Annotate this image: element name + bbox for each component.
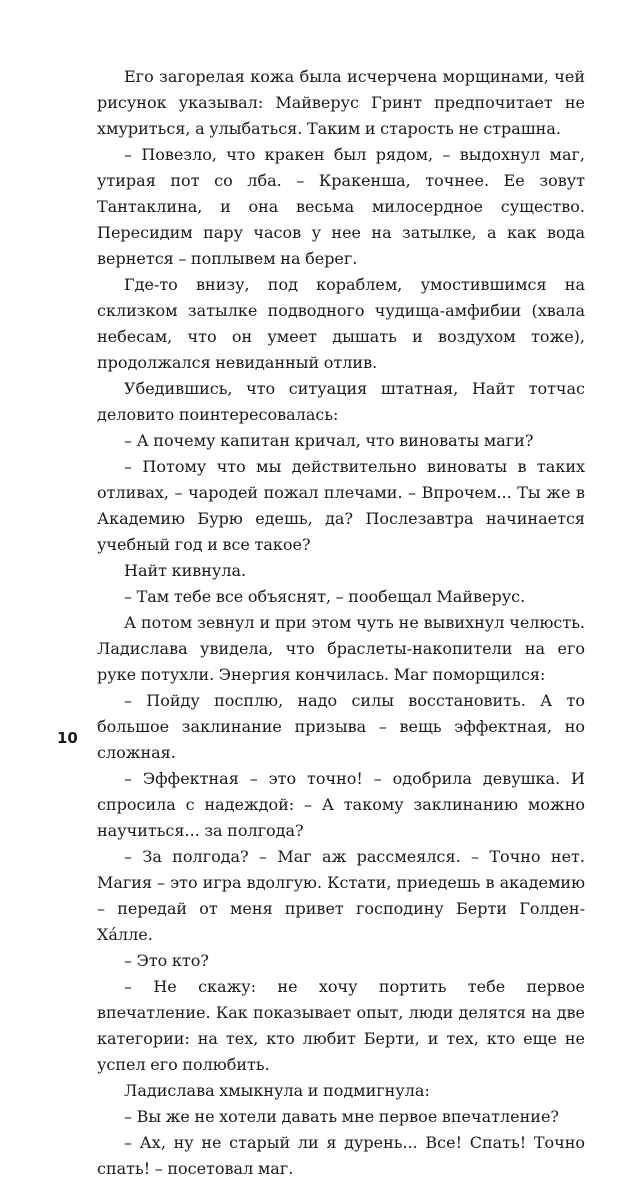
page-number: 10 <box>57 729 78 747</box>
paragraph: – Не скажу: не хочу портить тебе первое впечатление. Как показывает опыт, люди делятся на две категории: на тех, кто любит Берти, и тех, кто еще не успел его полюбить. <box>97 977 585 1074</box>
paragraph: Найт кивнула. <box>124 561 247 580</box>
paragraph: Убедившись, что ситуация штатная, Найт тотчас деловито поинтересовалась: <box>97 379 585 424</box>
paragraph: – Ах, ну не старый ли я дурень... Все! Спать! Точно спать! – посетовал маг. <box>97 1133 585 1178</box>
paragraph: – За полгода? – Маг аж рассмеялся. – Точно нет. Магия – это игра вдолгую. Кстати, приедешь в академию – передай от меня привет господину Берти Голден-Хáлле. <box>97 847 585 944</box>
paragraph: – А почему капитан кричал, что виноваты маги? <box>124 431 534 450</box>
paragraph: Где-то внизу, под кораблем, умостившимся на склизком затылке подводного чудища-амфибии (хвала небесам, что он умеет дышать и воздухом тоже), продолжался невиданный отлив. <box>97 275 585 372</box>
paragraph: – Это кто? <box>124 951 209 970</box>
paragraph: – Потому что мы действительно виноваты в таких отливах, – чародей пожал плечами. – Впрочем... Ты же в Академию Бурю едешь, да? Послезавтра начинается учебный год и все такое? <box>97 457 585 554</box>
paragraph: А потом зевнул и при этом чуть не вывихнул челюсть. Ладислава увидела, что браслеты-накопители на его руке потухли. Энергия кончилась. Маг поморщился: <box>97 613 585 684</box>
paragraph: Его загорелая кожа была исчерчена морщинами, чей рисунок указывал: Майверус Гринт предпочитает не хмуриться, а улыбаться. Таким и старость не страшна. <box>97 67 585 138</box>
paragraph: – Там тебе все объяснят, – пообещал Майверус. <box>124 587 526 606</box>
paragraph: – Повезло, что кракен был рядом, – выдохнул маг, утирая пот со лба. – Кракенша, точнее. Ее зовут Тантаклина, и она весьма милосердное существо. Пересидим пару часов у нее на затылке, а как вода вернется – поплывем на берег. <box>97 145 585 268</box>
paragraph: – Вы же не хотели давать мне первое впечатление? <box>124 1107 559 1126</box>
paragraph: – Эффектная – это точно! – одобрила девушка. И спросила с надеждой: – А такому заклинанию можно научиться... за полгода? <box>97 769 585 840</box>
paragraph: Ладислава хмыкнула и подмигнула: <box>124 1081 430 1100</box>
body-text <box>97 64 585 1182</box>
paragraph: – Пойду посплю, надо силы восстановить. А то большое заклинание призыва – вещь эффектная, но сложная. <box>97 691 585 762</box>
